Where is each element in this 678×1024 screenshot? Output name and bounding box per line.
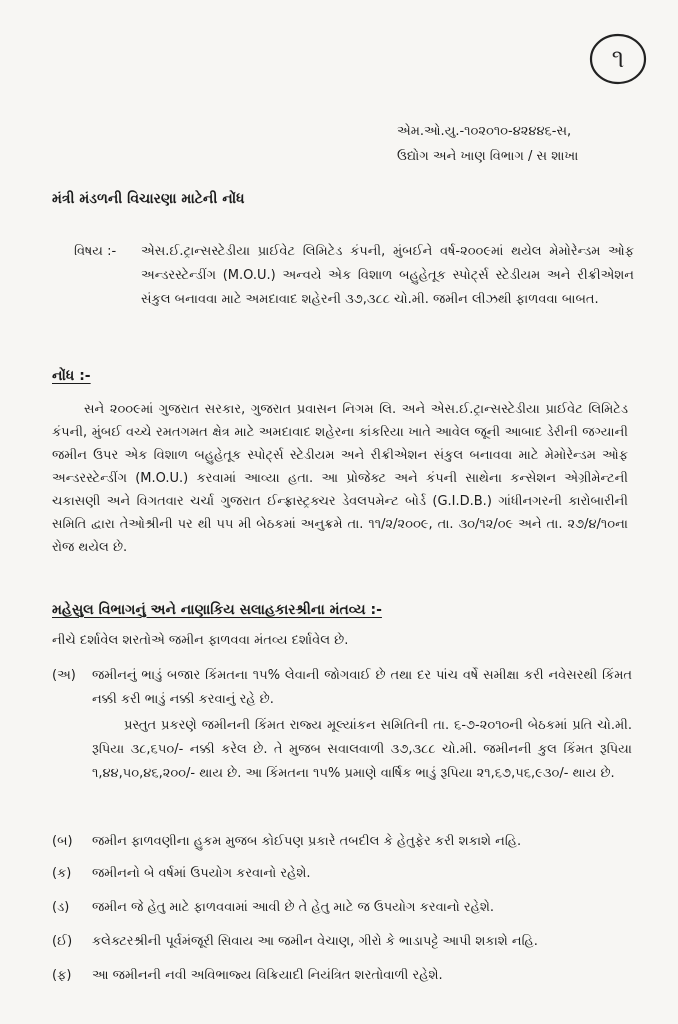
opinion-intro: નીચે દર્શાવેલ શરતોએ જમીન ફાળવવા મંતવ્ય દર્શાવેલ છે. xyxy=(52,633,349,648)
note-heading: નોંધ :- xyxy=(52,368,91,384)
note-body: સને ૨૦૦૯માં ગુજરાત સરકાર, ગુજરાત પ્રવાસન નિગમ લિ. અને એસ.ઈ.ટ્રાન્સસ્ટેડીયા પ્રાઈવેટ લિમિટેડ કંપની, મુંબઈ વચ્ચે રમતગમત ક્ષેત્ર માટે અમદાવાદ શહેરના કાંકરિયા ખાતે આવેલ જૂની આબાદ ડેરીની જગ્યાની જમીન ઉપર એક વિશાળ બહુહેતૂક સ્પોર્ટ્સ સ્ટેડીયમ અને રીક્રીએશન સંકુલ બનાવવા માટે મેમોરેન્ડમ ઓફ અન્ડરસ્ટેન્ડીંગ (M.O.U.) કરવામાં આવ્યા હતા. આ પ્રોજેક્ટ અને કંપની સાથેના કન્સેશન એગ્રીમેન્ટની ચકાસણી અને વિગતવાર ચર્ચા ગુજરાત ઈન્ફ્રાસ્ટ્રક્ચર ડેવલપમેન્ટ બોર્ડ (G.I.D.B.) ગાંધીનગરની કારોબારીની સમિતિ દ્વારા તેઓશ્રીની પર થી ૫૫ મી બેઠકમાં અનુક્રમે તા. ૧૧/૨/૨૦૦૯, તા. ૩૦/૧૨/૦૯ અને તા. ૨૭/૪/૧૦ના રોજ થયેલ છે. xyxy=(52,402,628,555)
condition-marker: (ફ) xyxy=(52,968,72,983)
condition-marker: (અ) xyxy=(52,668,76,683)
handwritten-page-number xyxy=(587,30,649,88)
condition-item xyxy=(52,930,632,954)
subject-text: એસ.ઈ.ટ્રાન્સસ્ટેડીયા પ્રાઈવેટ લિમિટેડ કંપની, મુંબઈને વર્ષ-૨૦૦૯માં થયેલ મેમોરેન્ડમ ઓફ અન્ડરસ્ટેન્ડીંગ (M.O.U.) અન્વયે એક વિશાળ બહુહેતૂક સ્પોર્ટ્સ સ્ટેડીયમ અને રીક્રીએશન સંકુલ બનાવવા માટે અમદાવાદ શહેરની ૩૭,૩૮૮ ચો.મી. જમીન લીઝથી ફાળવવા બાબત. xyxy=(141,244,634,307)
opinion-heading: મહેસુલ વિભાગનું અને નાણાકિય સલાહકારશ્રીના મંતવ્ય :- xyxy=(52,602,382,618)
condition-item xyxy=(52,896,632,920)
condition-text: જમીન જે હેતુ માટે ફાળવવામાં આવી છે તે હેતુ માટે જ ઉપયોગ કરવાનો રહેશે. xyxy=(92,900,495,915)
condition-text: જમીનનો બે વર્ષમાં ઉપયોગ કરવાનો રહેશે. xyxy=(92,866,311,881)
condition-text: કલેક્ટરશ્રીની પૂર્વમંજૂરી સિવાય આ જમીન વેચાણ, ગીરો કે ભાડાપટ્ટે આપી શકાશે નહિ. xyxy=(92,934,538,949)
valuation-paragraph: પ્રસ્તુત પ્રકરણે જમીનની કિંમત રાજ્ય મૂલ્યાંકન સમિતિની તા. ૬-૭-૨૦૧૦ની બેઠકમાં પ્રતિ ચો.મી. રૂપિયા ૩૮,૬૫૦/- નક્કી કરેલ છે. તે મુજબ સવાલવાળી ૩૭,૩૮૮ ચો.મી. જમીનની કુલ કિંમત રૂપિયા ૧,૪૪,૫૦,૪૬,૨૦૦/- થાય છે. આ કિંમતના ૧૫% પ્રમાણે વાર્ષિક ભાડું રૂપિયા ૨૧,૬૭,૫૬,૯૩૦/- થાય છે. xyxy=(92,718,632,781)
condition-marker: (બ) xyxy=(52,834,73,849)
reference-number: એમ.ઓ.યુ.-૧૦૨૦૧૦-૪૨૪૪૬-સ, xyxy=(397,124,572,139)
department-name: ઉદ્યોગ અને ખાણ વિભાગ / સ શાખા xyxy=(397,149,579,164)
condition-marker: (ડ) xyxy=(52,900,70,915)
condition-text: જમીન ફાળવણીના હુકમ મુજબ કોઈપણ પ્રકારે તબદીલ કે હેતુફેર કરી શકાશે નહિ. xyxy=(92,834,522,849)
condition-marker: (ક) xyxy=(52,866,72,881)
condition-text: આ જમીનની નવી અવિભાજ્ય વિક્રિયાદી નિયંત્રિત શરતોવાળી રહેશે. xyxy=(92,968,443,983)
condition-item xyxy=(52,862,632,886)
condition-item xyxy=(52,664,632,712)
page-number-text: ૧ xyxy=(611,43,625,74)
condition-text: જમીનનું ભાડું બજાર કિંમતના ૧૫% લેવાની જોગવાઈ છે તથા દર પાંચ વર્ષે સમીક્ષા કરી નવેસરથી કિંમત નક્કી કરી ભાડું નક્કી કરવાનું રહે છે. xyxy=(92,668,632,707)
condition-marker: (ઈ) xyxy=(52,934,73,949)
subject-label: વિષય :- xyxy=(74,244,117,259)
subject-block xyxy=(74,240,634,312)
note-title: મંત્રી મંડળની વિચારણા માટેની નોંધ xyxy=(52,191,245,207)
condition-item xyxy=(52,830,632,854)
reference-block xyxy=(397,119,578,169)
condition-item xyxy=(52,964,632,988)
